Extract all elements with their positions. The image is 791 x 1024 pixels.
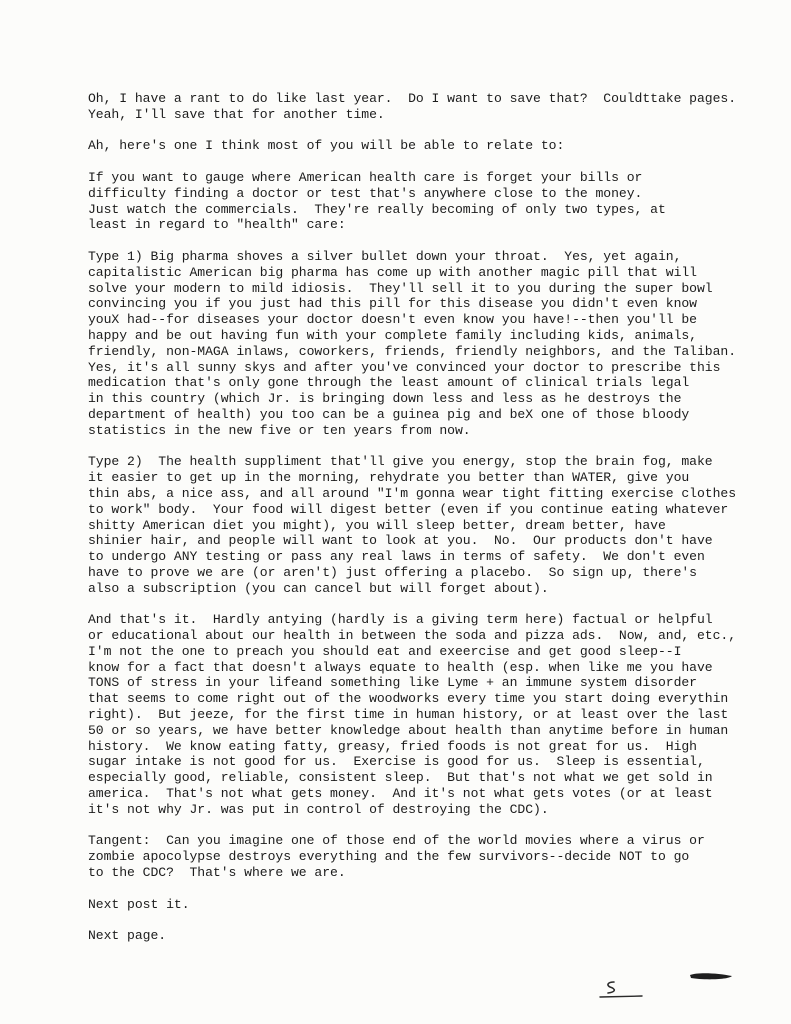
paragraph [88,138,778,154]
paragraph [88,897,778,913]
document-body [88,91,778,960]
paragraph [88,928,778,944]
text-line: in this country (which Jr. is bringing down less and less as he destroys the [88,391,682,407]
text-line: difficulty finding a doctor or test that's anywhere close to the money. [88,185,643,201]
text-line: department of health) you too can be a guinea pig and beX one of those bloody [88,406,690,422]
text-line: friendly, non-MAGA inlaws, coworkers, friends, friendly neighbors, and the Taliban. [88,343,737,359]
text-line: statistics in the new five or ten years from now. [88,422,471,438]
text-line: Oh, I have a rant to do like last year. Do I want to save that? Couldttake pages. [88,91,737,106]
text-line: shitty American diet you might), you will sleep better, dream better, have [88,517,666,533]
paragraph [88,249,778,439]
text-line: shinier hair, and people will want to look at you. No. Our products don't have [88,533,713,549]
text-line: Just watch the commercials. They're really becoming of only two types, at [88,201,666,217]
text-line: 50 or so years, we have better knowledge about health than anytime before in human [88,722,729,738]
paragraph [88,91,778,123]
text-line: medication that's only gone through the least amount of clinical trials legal [88,375,690,391]
text-line: convincing you if you just had this pill for this disease you didn't even know [88,296,697,312]
paragraph [88,170,778,233]
text-line: least in regard to "health" care: [88,217,346,233]
text-line: know for a fact that doesn't always equate to health (esp. when like me you have [88,659,713,675]
ink-smudge [688,971,734,981]
text-line: also a subscription (you can cancel but will forget about). [88,580,549,596]
text-line: solve your modern to mild idiosis. They'll sell it to you during the super bowl [88,280,713,296]
text-line: it easier to get up in the morning, rehydrate you better than WATER, give you [88,470,690,486]
text-line: america. That's not what gets money. And it's not what gets votes (or at least [88,786,713,802]
paragraph [88,612,778,817]
text-line: history. We know eating fatty, greasy, fried foods is not great for us. High [88,738,697,754]
paragraph [88,454,778,596]
text-line: And that's it. Hardly antying (hardly is a giving term here) factual or helpful [88,612,713,628]
text-line: thin abs, a nice ass, and all around "I'm gonna wear tight fitting exercise clothes [88,485,737,501]
text-line: to undergo ANY testing or pass any real laws in terms of safety. We don't even [88,549,705,565]
text-line: that seems to come right out of the woodworks every time you start doing everythin [88,691,729,707]
text-line: Next post it. [88,896,190,912]
text-line: I'm not the one to preach you should eat and exeercise and get good sleep--I [88,643,682,659]
text-line: Yes, it's all sunny skys and after you've convinced your doctor to prescribe this [88,359,721,375]
text-line: Next page. [88,928,167,944]
text-line: youX had--for diseases your doctor doesn't even know you have!--then you'll be [88,312,697,328]
text-line: happy and be out having fun with your complete family including kids, animals, [88,327,697,343]
paragraph [88,833,778,880]
text-line: zombie apocolypse destroys everything and the few survivors--decide NOT to go [88,849,690,865]
text-line: have to prove we are (or aren't) just offering a placebo. So sign up, there's [88,564,697,580]
text-line: to work" body. Your food will digest better (even if you continue eating whatever [88,501,729,517]
text-line: Tangent: Can you imagine one of those end of the world movies where a virus or [88,833,705,849]
text-line: Type 2) The health suppliment that'll give you energy, stop the brain fog, make [88,454,713,470]
text-line: Ah, here's one I think most of you will be able to relate to: [88,138,565,154]
text-line: If you want to gauge where American health care is forget your bills or [88,169,643,185]
text-line: right). But jeeze, for the first time in human history, or at least over the last [88,707,729,723]
text-line: sugar intake is not good for us. Exercise is good for us. Sleep is essential, [88,754,705,770]
handwritten-page-mark [596,976,646,1000]
text-line: Yeah, I'll save that for another time. [88,106,385,122]
text-line: it's not why Jr. was put in control of destroying the CDC). [88,801,549,817]
text-line: Type 1) Big pharma shoves a silver bullet down your throat. Yes, yet again, [88,248,682,264]
text-line: capitalistic American big pharma has come up with another magic pill that will [88,264,697,280]
text-line: or educational about our health in between the soda and pizza ads. Now, and, etc., [88,628,737,644]
text-line: especially good, reliable, consistent sleep. But that's not what we get sold in [88,770,713,786]
text-line: TONS of stress in your lifeand something like Lyme + an immune system disorder [88,675,697,691]
text-line: to the CDC? That's where we are. [88,865,346,881]
